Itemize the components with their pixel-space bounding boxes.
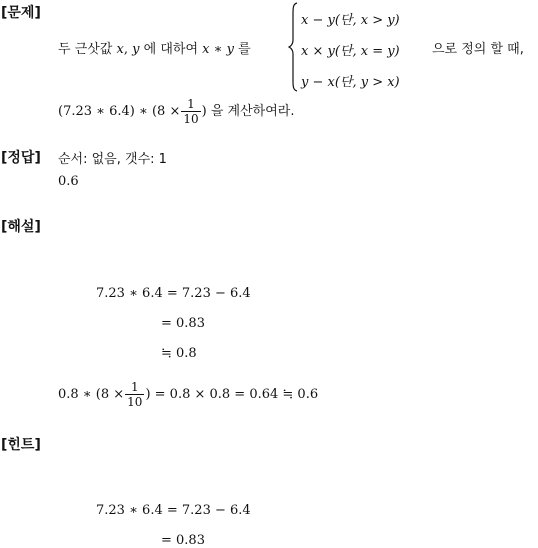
explanation-line-4-left: 0.8 ∗ (8 ×	[58, 387, 125, 402]
calc-fraction-numerator: 1	[187, 97, 195, 111]
problem-var-x: x	[116, 42, 124, 57]
hint-line-1-rhs: = 7.23 − 6.4	[166, 503, 251, 518]
explanation-line-1	[96, 286, 251, 301]
answer-meta: 순서: 없음, 갯수: 1	[58, 152, 167, 167]
answer-label: [정답]	[1, 150, 41, 166]
problem-intro-prefix: 두 근삿값	[58, 42, 113, 57]
problem-definition-suffix: 으로 정의 할 때,	[432, 42, 524, 57]
calc-right: )	[201, 104, 207, 119]
calc-fraction-denominator: 10	[183, 112, 199, 126]
explanation-line-1-lhs: 7.23 ∗ 6.4	[96, 286, 163, 301]
calc-fraction	[181, 97, 200, 126]
explanation-line-3: ≒ 0.8	[161, 346, 197, 361]
problem-operator-expression: x ∗ y	[202, 42, 234, 57]
problem-calc-expression	[58, 97, 294, 126]
case-brace	[288, 2, 298, 92]
calc-left: (7.23 ∗ 6.4) ∗ (8 ×	[58, 104, 181, 119]
answer-value: 0.6	[58, 174, 79, 189]
problem-intro	[58, 38, 251, 57]
explanation-label: [해설]	[1, 219, 41, 235]
calc-suffix: 을 계산하여라.	[210, 104, 295, 119]
explanation-line-2: = 0.83	[161, 316, 205, 331]
explanation-line-4	[58, 380, 318, 409]
case-line-2: x × y(단, x = y)	[301, 44, 400, 59]
problem-var-y: y	[132, 42, 140, 57]
explanation-fraction	[125, 380, 144, 409]
problem-intro-suffix: 를	[238, 42, 251, 57]
case-line-1: x − y(단, x > y)	[301, 13, 400, 28]
explanation-line-4-right: ) = 0.8 × 0.8 = 0.64 ≒ 0.6	[145, 387, 319, 402]
problem-comma: ,	[123, 42, 128, 57]
case-line-3: y − x(단, y > x)	[301, 75, 400, 90]
hint-label: [힌트]	[1, 437, 41, 453]
problem-intro-mid: 에 대하여	[143, 42, 199, 57]
explanation-line-1-rhs: = 7.23 − 6.4	[166, 286, 251, 301]
problem-label: [문제]	[1, 5, 41, 21]
hint-line-2: = 0.83	[161, 533, 205, 548]
hint-line-1	[96, 503, 251, 518]
hint-line-1-lhs: 7.23 ∗ 6.4	[96, 503, 163, 518]
explanation-fraction-numerator: 1	[130, 380, 139, 394]
explanation-fraction-denominator: 10	[127, 395, 143, 409]
